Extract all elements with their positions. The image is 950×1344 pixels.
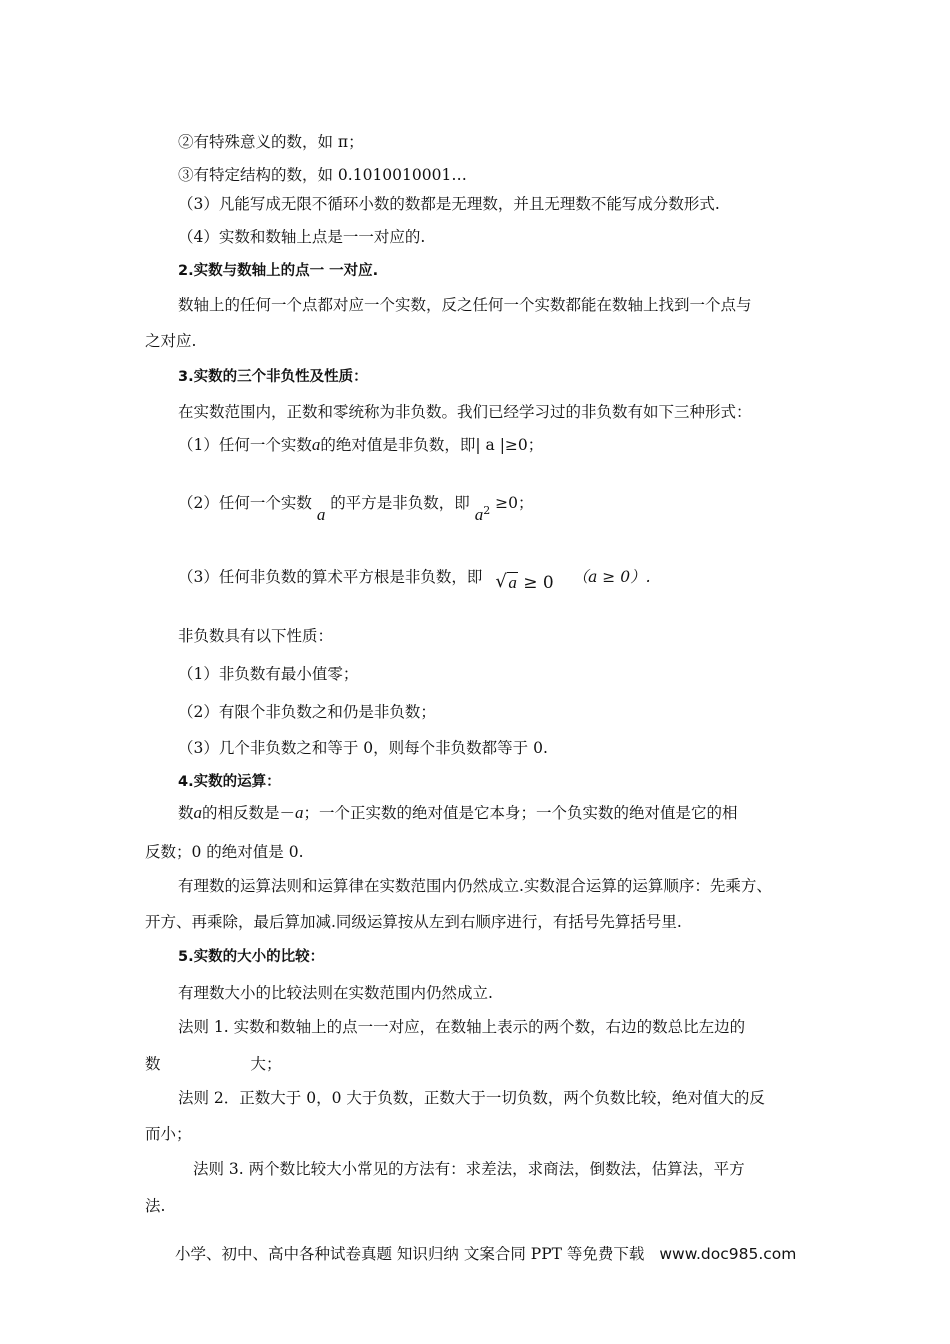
text-line: 而小； [145, 1125, 192, 1143]
list-item [178, 434, 543, 456]
text: 数 [145, 1055, 161, 1073]
text-line: 在实数范围内，正数和零统称为非负数。我们已经学习过的非负数有如下三种形式： [178, 403, 752, 421]
math-base: a [474, 505, 484, 525]
footer-text: 小学、初中、高中各种试卷真题 知识归纳 文案合同 PPT 等免费下载 [175, 1245, 645, 1263]
text-line: 之对应. [145, 332, 197, 350]
text-line [178, 802, 738, 824]
text-line: 反数；0 的绝对值是 0. [145, 843, 304, 861]
list-item: （3）几个非负数之和等于 0，则每个非负数都等于 0. [178, 739, 548, 757]
math-var: a [193, 803, 203, 822]
section-heading: 2.实数与数轴上的点一 一对应. [178, 263, 379, 279]
text-line: （4）实数和数轴上点是一一对应的. [178, 228, 426, 246]
section-heading: 3.实数的三个非负性及性质： [178, 369, 368, 385]
text-line: ③有特定结构的数，如 0.1010010001… [178, 166, 467, 184]
text: 大； [250, 1055, 282, 1073]
text-line: 开方、再乘除，最后算加减.同级运算按从左到右顺序进行，有括号先算括号里. [145, 913, 682, 931]
text: 的相反数是－ [202, 804, 296, 822]
text: 的绝对值是非负数，即 [320, 436, 476, 454]
math-var: a [508, 573, 517, 592]
text: （3）任何非负数的算术平方根是非负数，即 [178, 568, 483, 586]
text-line: 法. [145, 1197, 166, 1215]
math-expr: | a |≥0； [475, 436, 544, 454]
text: （1）任何一个实数 [178, 436, 312, 454]
text-line: 非负数具有以下性质： [178, 627, 334, 645]
math-var: a [311, 435, 321, 454]
text-line: 法则 3. 两个数比较大小常见的方法有：求差法，求商法，倒数法，估算法，平方 [193, 1160, 745, 1178]
math-var: a [316, 505, 326, 525]
text-line [145, 1053, 282, 1075]
math-exponent: 2 [483, 504, 491, 517]
list-item [178, 566, 651, 593]
math-expr [493, 571, 554, 593]
text-line: ②有特殊意义的数，如 π； [178, 133, 364, 151]
text: 数 [178, 804, 194, 822]
section-heading: 4.实数的运算： [178, 774, 281, 790]
text: ≥0； [495, 494, 534, 513]
list-item: （2）有限个非负数之和仍是非负数； [178, 703, 436, 721]
radical-icon: √ [495, 571, 507, 592]
math-var: a [295, 803, 304, 822]
math-condition: （a ≥ 0）. [572, 568, 651, 586]
footer-link[interactable]: www.doc985.com [659, 1245, 797, 1263]
text-line: 有理数的运算法则和运算律在实数范围内仍然成立.实数混合运算的运算顺序：先乘方、 [178, 877, 772, 895]
text: （2）任何一个实数 [178, 494, 312, 513]
text-line: （3）凡能写成无限不循环小数的数都是无理数，并且无理数不能写成分数形式. [178, 195, 720, 213]
text: 的平方是非负数，即 [330, 494, 470, 513]
text-line: 法则 2．正数大于 0，0 大于负数，正数大于一切负数，两个负数比较，绝对值大的反 [178, 1089, 765, 1107]
list-item [178, 488, 534, 525]
math-expr [475, 506, 491, 524]
section-heading: 5.实数的大小的比较： [178, 949, 325, 965]
text: ；一个正实数的绝对值是它本身；一个负实数的绝对值是它的相 [303, 804, 738, 822]
text-line: 数轴上的任何一个点都对应一个实数，反之任何一个实数都能在数轴上找到一个点与 [178, 296, 752, 314]
list-item: （1）非负数有最小值零； [178, 665, 359, 683]
sqrt [495, 572, 518, 594]
page-footer [175, 1242, 796, 1264]
math-relation: ≥ 0 [517, 573, 554, 593]
text-line: 法则 1. 实数和数轴上的点一一对应，在数轴上表示的两个数，右边的数总比左边的 [178, 1018, 746, 1036]
text-line: 有理数大小的比较法则在实数范围内仍然成立. [178, 984, 493, 1002]
